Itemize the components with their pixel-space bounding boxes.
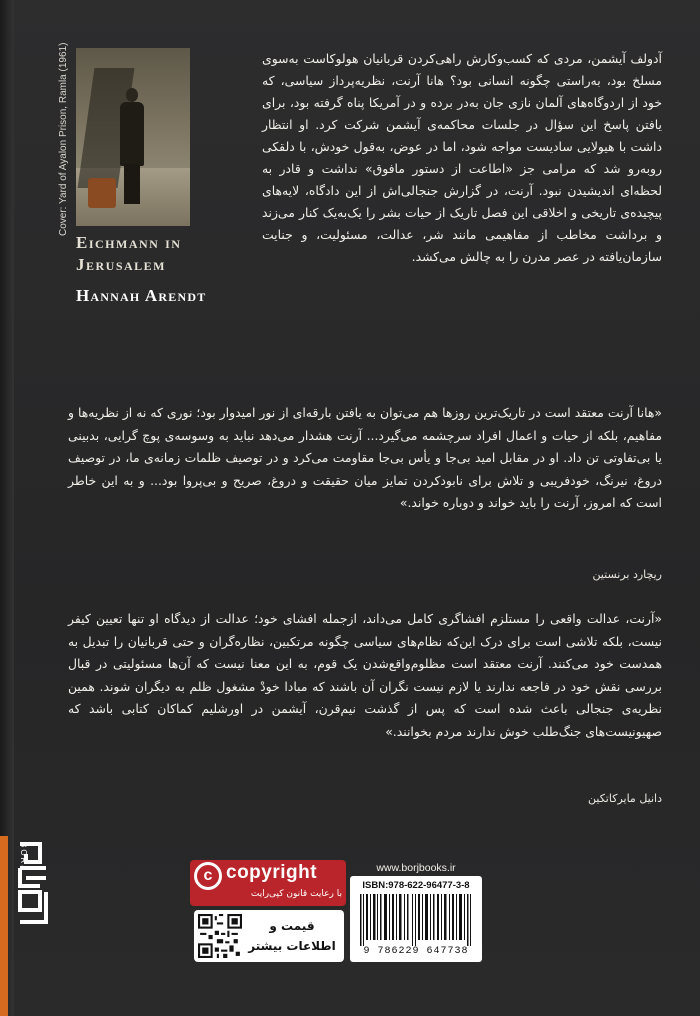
blurb-quote-1-author: ریچارد برنستین: [592, 568, 662, 581]
price-line-1: قیمت و: [269, 919, 315, 933]
barcode: [358, 894, 474, 946]
price-info-label: [246, 916, 338, 956]
copyright-badge: [190, 860, 346, 906]
price-info-box: [194, 910, 344, 962]
intro-paragraph: آدولف آیشمن، مردی که کسب‌وکارش راهی‌کردن قربانیان هولوکاست به‌سوی مسلخ بود، به‌راستی چگونه انسانی بود؟ هانا آرنت، نظریه‌پرداز سیاسی، که خود از اردوگاه‌های آلمان نازی جان به‌در برده و در آمریکا پناه گرفته بود، برای یافتن پاسخ این سؤال در جلسات محاکمه‌ی آیشمن شرکت کرد. او انتظار داشت با هیولایی سادیست مواجه شود، اما در عوض، به‌قول خودش، با دلقکی روبه‌رو شد که مرامی جز «اطاعت از دستور مافوق» نداشت و قادر به لحظه‌ای اندیشیدن نبود. آرنت، در گزارش جنجالی‌اش از این دادگاه، لایه‌های پیچیده‌ی تاریخی و اخلاقی این فصل تاریک از حیات بشر را یک‌به‌یک کنار می‌زند و برداشت مخاطب از مفاهیمی مانند شر، عدالت، مسئولیت، و جنایت سازمان‌یافته در عصر مدرن را به چالش می‌کشد.: [262, 51, 662, 264]
copyright-word: copyright: [226, 862, 318, 883]
blurb-quote-2-author: دانیل مایرکاتکین: [588, 792, 662, 805]
price-line-2: اطلاعات بیشتر: [248, 939, 336, 953]
chair: [88, 178, 116, 208]
book-title: [76, 232, 256, 276]
blurb-quote-1: «هانا آرنت معتقد است در تاریک‌ترین روزها هم می‌توان به یافتن بارقه‌ای از نور امیدوار بود؛ نوری که نه از نظریه‌ها و مفاهیم، بلکه از حیات و اعمال افراد سرچشمه می‌گیرد... آرنت هشدار می‌دهد نباید به وسوسه‌ی پوچ گرایی، بدبینی یا بی‌تفاوتی تن داد. او در مقابل امید بی‌جا و یأس بی‌جا مقاومت می‌کرد و در توصیف ظلمات زمانه‌ی ما، در توصیف دروغ، نیرنگ، خودفریبی و تلاش برای نابودکردن تمایز میان حقیقت و دروغ، صریح و بی‌پروا بود... و به این خاطر است که امروز، آرنت را باید خواند و دوباره خواند.»: [68, 405, 662, 510]
barcode-digits: 9 786229 647738: [363, 946, 469, 957]
author-name: Hannah Arendt: [76, 286, 207, 305]
blurb-quote-2: «آرنت، عدالت واقعی را مستلزم افشاگری کامل می‌داند، ازجمله افشای خود؛ عدالت از دیدگاه او تنها تعیین کیفر نیست، بلکه تلاشی است برای درک این‌که نظام‌های سیاسی چگونه مرتکبین، نظاره‌گران و حتی قربانیان را تبدیل به همدست خود می‌کنند. آرنت معتقد است مظلوم‌واقع‌شدن یک قوم، به این معنا نیست که آن‌ها مسئولیتی در قبال بررسی نقش خود در فاجعه ندارند یا لازم نیست نگران آن باشند که مبادا خودْ مشغول ظلم به دیگران شوند. همین نظریه‌ی جنجالی باعث شده است که پس از گذشت نیم‌قرن، آیشمن در اورشلیم کماکان کتابی باشد که صهیونیست‌های جنگ‌طلب خوش ندارند مردم بخوانند.»: [68, 611, 662, 739]
title-line-2: Jerusalem: [76, 255, 167, 274]
isbn-barcode-box: [350, 876, 482, 962]
copyright-subtitle: با رعایت قانون کپی‌رایت: [250, 889, 342, 899]
standing-figure: [120, 102, 144, 166]
cover-photo: [76, 48, 190, 226]
isbn-number: ISBN:978-622-96477-3-8: [362, 880, 470, 891]
photo-caption: Cover: Yard of Ayalon Prison, Ramla (1961): [58, 42, 69, 236]
title-line-1: Eichmann in: [76, 233, 182, 252]
spine-accent-stripe: [0, 836, 8, 1016]
publisher-logo-text: BORJ: [19, 842, 28, 872]
copyright-icon: c: [194, 862, 222, 890]
publisher-website: www.borjbooks.ir: [376, 862, 456, 874]
qr-code-icon: [198, 914, 242, 958]
